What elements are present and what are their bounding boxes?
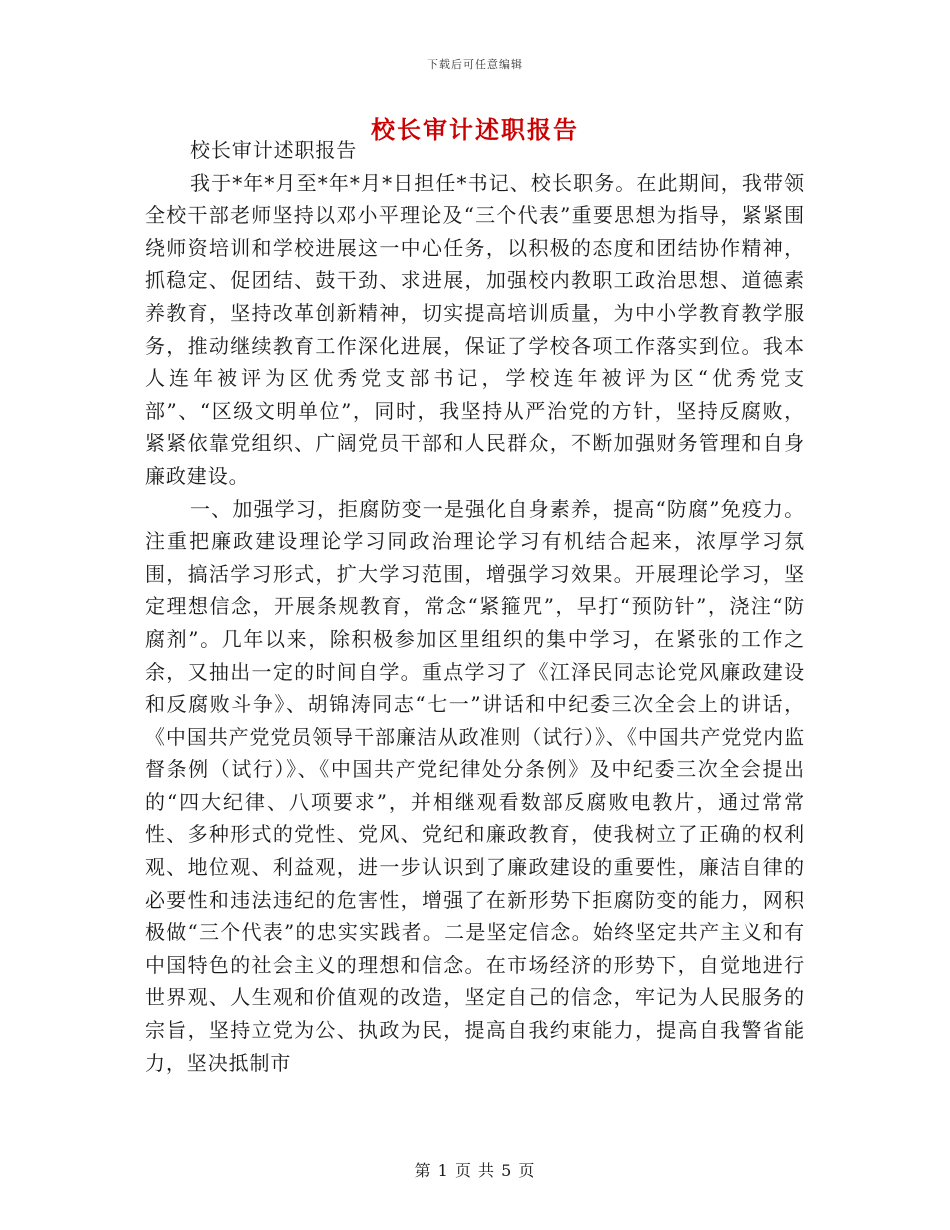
document-body <box>145 134 805 1079</box>
document-subtitle: 校长审计述职报告 <box>190 138 358 162</box>
header-note: 下载后可任意编辑 <box>427 58 523 71</box>
body-paragraph: 我于*年*月至*年*月*日担任*书记、校长职务。在此期间，我带领全校干部老师坚持以邓小平理论及“三个代表”重要思想为指导，紧紧围绕师资培训和学校进展这一中心任务，以积极的态度和团结协作精神，抓稳定、促团结、鼓干劲、求进展，加强校内教职工政治思想、道德素养教育，坚持改革创新精神，切实提高培训质量，为中小学教育教学服务，推动继续教育工作深化进展，保证了学校各项工作落实到位。我本人连年被评为区优秀党支部书记，学校连年被评为区“优秀党支部”、“区级文明单位”，同时，我坚持从严治党的方针，坚持反腐败，紧紧依靠党组织、广阔党员干部和人民群众，不断加强财务管理和自身廉政建设。 <box>145 170 805 488</box>
page-number: 第 1 页 共 5 页 <box>414 1161 536 1180</box>
body-paragraph: 一、加强学习，拒腐防变一是强化自身素养，提高“防腐”免疫力。注重把廉政建设理论学习同政治理论学习有机结合起来，浓厚学习氛围，搞活学习形式，扩大学习范围，增强学习效果。开展理论学习，坚定理想信念，开展条规教育，常念“紧箍咒”，早打“预防针”，浇注“防腐剂”。几年以来，除积极参加区里组织的集中学习，在紧张的工作之余，又抽出一定的时间自学。重点学习了《江泽民同志论党风廉政建设和反腐败斗争》、胡锦涛同志“七一”讲话和中纪委三次全会上的讲话，《中国共产党党员领导干部廉洁从政准则（试行）》、《中国共产党党内监督条例（试行）》、《中国共产党纪律处分条例》及中纪委三次全会提出的“四大纪律、八项要求”，并相继观看数部反腐败电教片，通过常常性、多种形式的党性、党风、党纪和廉政教育，使我树立了正确的权利观、地位观、利益观，进一步认识到了廉政建设的重要性，廉洁自律的必要性和违法违纪的危害性，增强了在新形势下拒腐防变的能力，网积极做“三个代表”的忠实实践者。二是坚定信念。始终坚定共产主义和有中国特色的社会主义的理想和信念。在市场经济的形势下，自觉地进行世界观、人生观和价值观的改造，坚定自己的信念，牢记为人民服务的宗旨，坚持立党为公、执政为民，提高自我约束能力，提高自我警省能力，坚决抵制市 <box>145 496 805 1075</box>
document-title: 校长审计述职报告 <box>371 115 579 144</box>
